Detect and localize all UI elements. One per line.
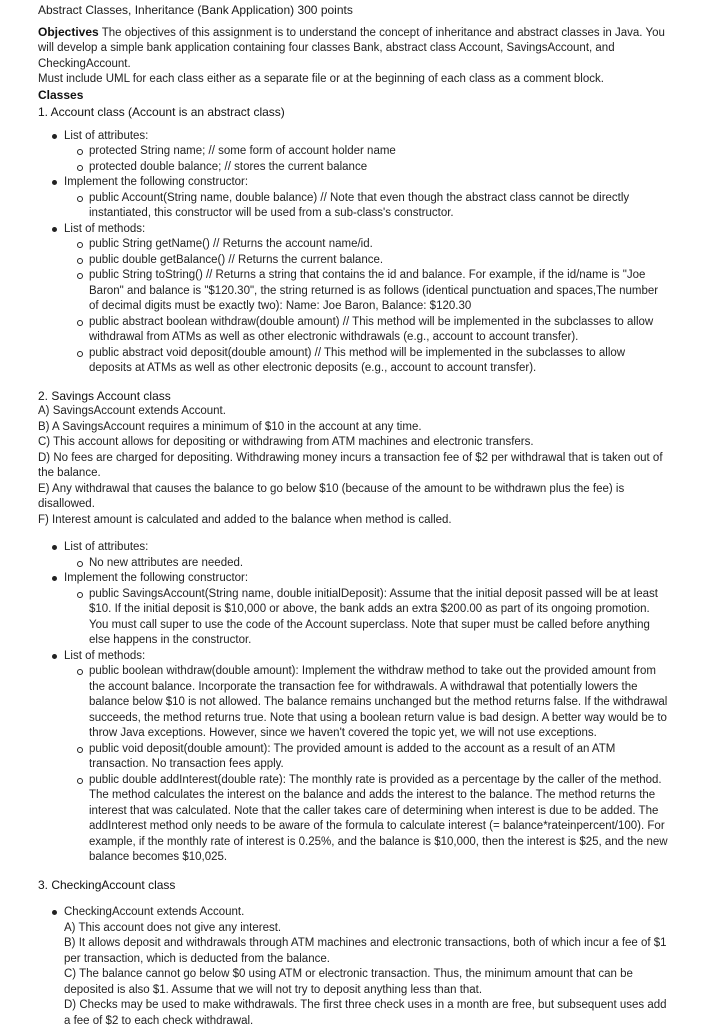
savings-heading: 2. Savings Account class [38,388,171,403]
checking-point: D) Checks may be used to make withdrawals. The first three check uses in a month are free, but subsequent uses add a fee of $2 to each check withdrawal. [64,999,667,1027]
list-item: public void deposit(double amount): The provided amount is added to the account as a result of an ATM transaction. No transaction fees apply. [77,742,668,773]
list-item [52,175,668,222]
checking-point: B) It allows deposit and withdrawals through ATM machines and electronic transactions, both of which incur a fee of $1 per transaction, which is deducted from the balance. [64,937,667,965]
list-item: public boolean withdraw(double amount): Implement the withdraw method to take out the provided amount from the account balance. Incorporate the transaction fee for withdrawals. A withdrawal that potentially lowers the balance below $10 is not allowed. The balance remains unchanged but the method returns false. If the withdrawal succeeds, the method returns true. Note that using a boolean return value is bad design. A better way would be to throw Java exceptions. However, since we haven't covered the topic yet, we will not use exceptions. [77,664,668,742]
account-methods-label: List of methods: [64,222,146,235]
list-item [52,222,668,377]
list-item: public double addInterest(double rate): The monthly rate is provided as a percentage by the caller of the method. The method calculates the interest on the balance and adds the interest to the balance. The method returns the interest that was calculated. Note that the caller takes care of determining when interest is due to be added. The addInterest method only needs to be aware of the formula to calculate interest (= balance*rateinpercent/100). For example, if the monthly rate of interest is 0.25%, and the balance is $10,000, then the interest is $25, and the new balance becomes $10,025. [77,773,668,866]
checking-list [38,905,668,1029]
savings-methods-label: List of methods: [64,649,146,662]
list-item [52,649,668,866]
list-item [52,571,668,649]
account-list [38,129,668,377]
list-item: No new attributes are needed. [77,556,668,572]
savings-point: B) A SavingsAccount requires a minimum of $10 in the account at any time. [38,420,422,433]
checking-point: A) This account does not give any interest. [64,921,282,934]
savings-attributes-label: List of attributes: [64,541,149,553]
objectives-text: The objectives of this assignment is to understand the concept of inheritance and abstract classes in Java. You will develop a simple bank application containing four classes Bank, abstract class Account, SavingsAccount, and CheckingAccount. [38,26,665,70]
list-item: public SavingsAccount(String name, double initialDeposit): Assume that the initial deposit passed will be at least $10. If the initial deposit is $10,000 or above, the bank adds an extra $200.00 as part of its ongoing promotion. You must call super to use the code of the Account superclass. Note that super must be called before anything else happens in the constructor. [77,587,668,649]
checking-extends: CheckingAccount extends Account. [64,906,245,918]
list-item: protected double balance; // stores the current balance [77,160,668,176]
list-item: public String getName() // Returns the account name/id. [77,237,668,253]
checking-heading: 3. CheckingAccount class [38,877,176,892]
list-item [52,905,668,1029]
checking-point: C) The balance cannot go below $0 using ATM or electronic transaction. Thus, the minimum amount that can be deposited is also $1. Assume that we will not try to deposit anything less than that. [64,968,633,996]
account-constructor-label: Implement the following constructor: [64,176,249,188]
savings-list [38,540,668,866]
classes-label: Classes [38,87,84,102]
list-item: public double getBalance() // Returns the current balance. [77,253,668,269]
list-item [52,129,668,176]
list-item [52,540,668,571]
page-title: Abstract Classes, Inheritance (Bank Application) 300 points [38,3,353,17]
savings-point: D) No fees are charged for depositing. Withdrawing money incurs a transaction fee of $2 per withdrawal that is taken out of the balance. [38,451,663,479]
account-heading: 1. Account class (Account is an abstract class) [38,105,285,119]
savings-constructor-label: Implement the following constructor: [64,572,249,584]
list-item: protected String name; // some form of account holder name [77,144,668,160]
list-item: public String toString() // Returns a string that contains the id and balance. For example, if the id/name is "Joe Baron" and balance is "$120.30", the string returned is as follows (identical punctuation and spaces,The number of decimal digits must be exactly two): Name: Joe Baron, Balance: $120.30 [77,268,668,315]
savings-point: C) This account allows for depositing or withdrawing from ATM machines and electronic transfers. [38,436,534,448]
list-item: public Account(String name, double balance) // Note that even though the abstract class cannot be directly instantiated, this constructor will be used from a sub-class's constructor. [77,191,668,222]
objectives-label: Objectives [38,24,99,39]
objectives-paragraph [38,25,668,73]
assignment-document [38,3,668,1029]
savings-point: E) Any withdrawal that causes the balance to go below $10 (because of the amount to be withdrawn plus the fee) is disallowed. [38,482,625,510]
savings-point: F) Interest amount is calculated and added to the balance when method is called. [38,513,452,526]
savings-point: A) SavingsAccount extends Account. [38,405,226,417]
list-item: public abstract void deposit(double amount) // This method will be implemented in the subclasses to allow deposits at ATMs as well as other electronic deposits (e.g., account to account transfer). [77,346,668,377]
uml-requirement: Must include UML for each class either as a separate file or at the beginning of each class as a comment block. [38,73,604,85]
account-attributes-label: List of attributes: [64,129,149,142]
list-item: public abstract boolean withdraw(double amount) // This method will be implemented in the subclasses to allow withdrawal from ATMs as well as other electronic withdrawals (e.g., account to account transfer). [77,315,668,346]
